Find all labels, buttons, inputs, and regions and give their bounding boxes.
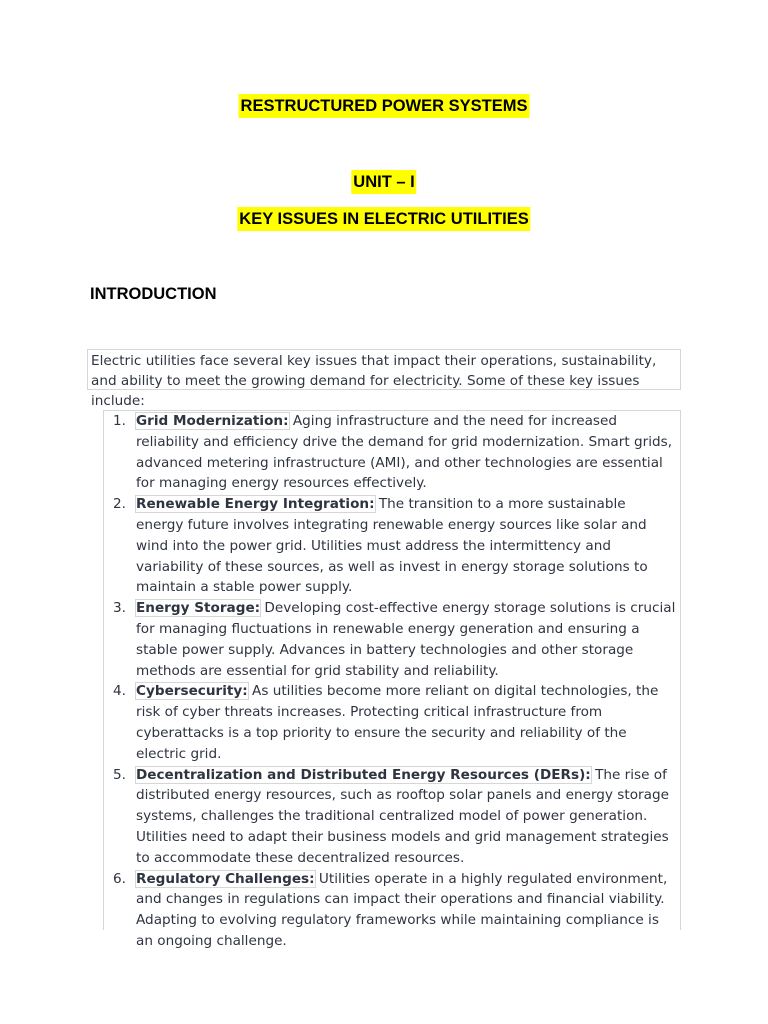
- list-item-term: Renewable Energy Integration:: [136, 496, 375, 513]
- issues-list-container: [103, 410, 681, 949]
- list-item-term: Regulatory Challenges:: [136, 870, 315, 887]
- list-item-text: The rise of distributed energy resources, such as rooftop solar panels and energy storage systems, challenges the traditional centralized model of power generation. Utilities need to adapt their business models and grid management strategies to accommodate these decentralized resources.: [136, 766, 669, 866]
- list-item-term: Grid Modernization:: [136, 413, 289, 429]
- list-item: [104, 765, 680, 869]
- list-item-text: As utilities become more reliant on digital technologies, the risk of cyber threats increases. Protecting critical infrastructure from cyberattacks is a top priority to ensure the security and reliability of the electric grid.: [136, 683, 659, 762]
- list-item: [104, 869, 680, 952]
- list-item: [104, 411, 680, 494]
- list-item-text: Utilities operate in a highly regulated environment, and changes in regulations can impact their operations and financial viability. Adapting to evolving regulatory frameworks while maintaining compliance is an ongoing challenge.: [136, 870, 668, 949]
- list-item: [104, 494, 680, 598]
- unit-title: KEY ISSUES IN ELECTRIC UTILITIES: [237, 207, 530, 231]
- issues-list: [104, 411, 680, 952]
- list-item: [104, 598, 680, 681]
- section-heading: INTRODUCTION: [90, 285, 217, 303]
- list-item-text: Aging infrastructure and the need for increased reliability and efficiency drive the demand for grid modernization. Smart grids, advanced metering infrastructure (AMI), and other technologies are essential for managing energy resources effectively.: [136, 413, 673, 492]
- list-item-number: 2.: [113, 496, 126, 513]
- unit-label: UNIT – I: [351, 170, 416, 194]
- list-item-number: 3.: [113, 600, 126, 617]
- list-item: [104, 681, 680, 764]
- list-item-term: Energy Storage:: [136, 600, 261, 617]
- intro-paragraph: Electric utilities face several key issues that impact their operations, sustainability, and ability to meet the growing demand for electricity. Some of these key issues include:: [87, 349, 681, 390]
- list-item-number: 5.: [113, 766, 126, 783]
- list-item-text: The transition to a more sustainable energy future involves integrating renewable energy sources like solar and wind into the power grid. Utilities must address the intermittency and variability of these sources, as well as invest in energy storage solutions to maintain a stable power supply.: [136, 496, 648, 596]
- document-title: RESTRUCTURED POWER SYSTEMS: [239, 94, 530, 118]
- list-item-term: Cybersecurity:: [136, 683, 248, 700]
- list-item-number: 1.: [113, 413, 126, 429]
- list-item-number: 6.: [113, 870, 126, 887]
- list-item-text: Developing cost-effective energy storage solutions is crucial for managing fluctuations in renewable energy generation and ensuring a stable power supply. Advances in battery technologies and other storage methods are essential for grid stability and reliability.: [136, 600, 676, 679]
- list-item-number: 4.: [113, 683, 126, 700]
- list-item-term: Decentralization and Distributed Energy Resources (DERs):: [136, 766, 591, 783]
